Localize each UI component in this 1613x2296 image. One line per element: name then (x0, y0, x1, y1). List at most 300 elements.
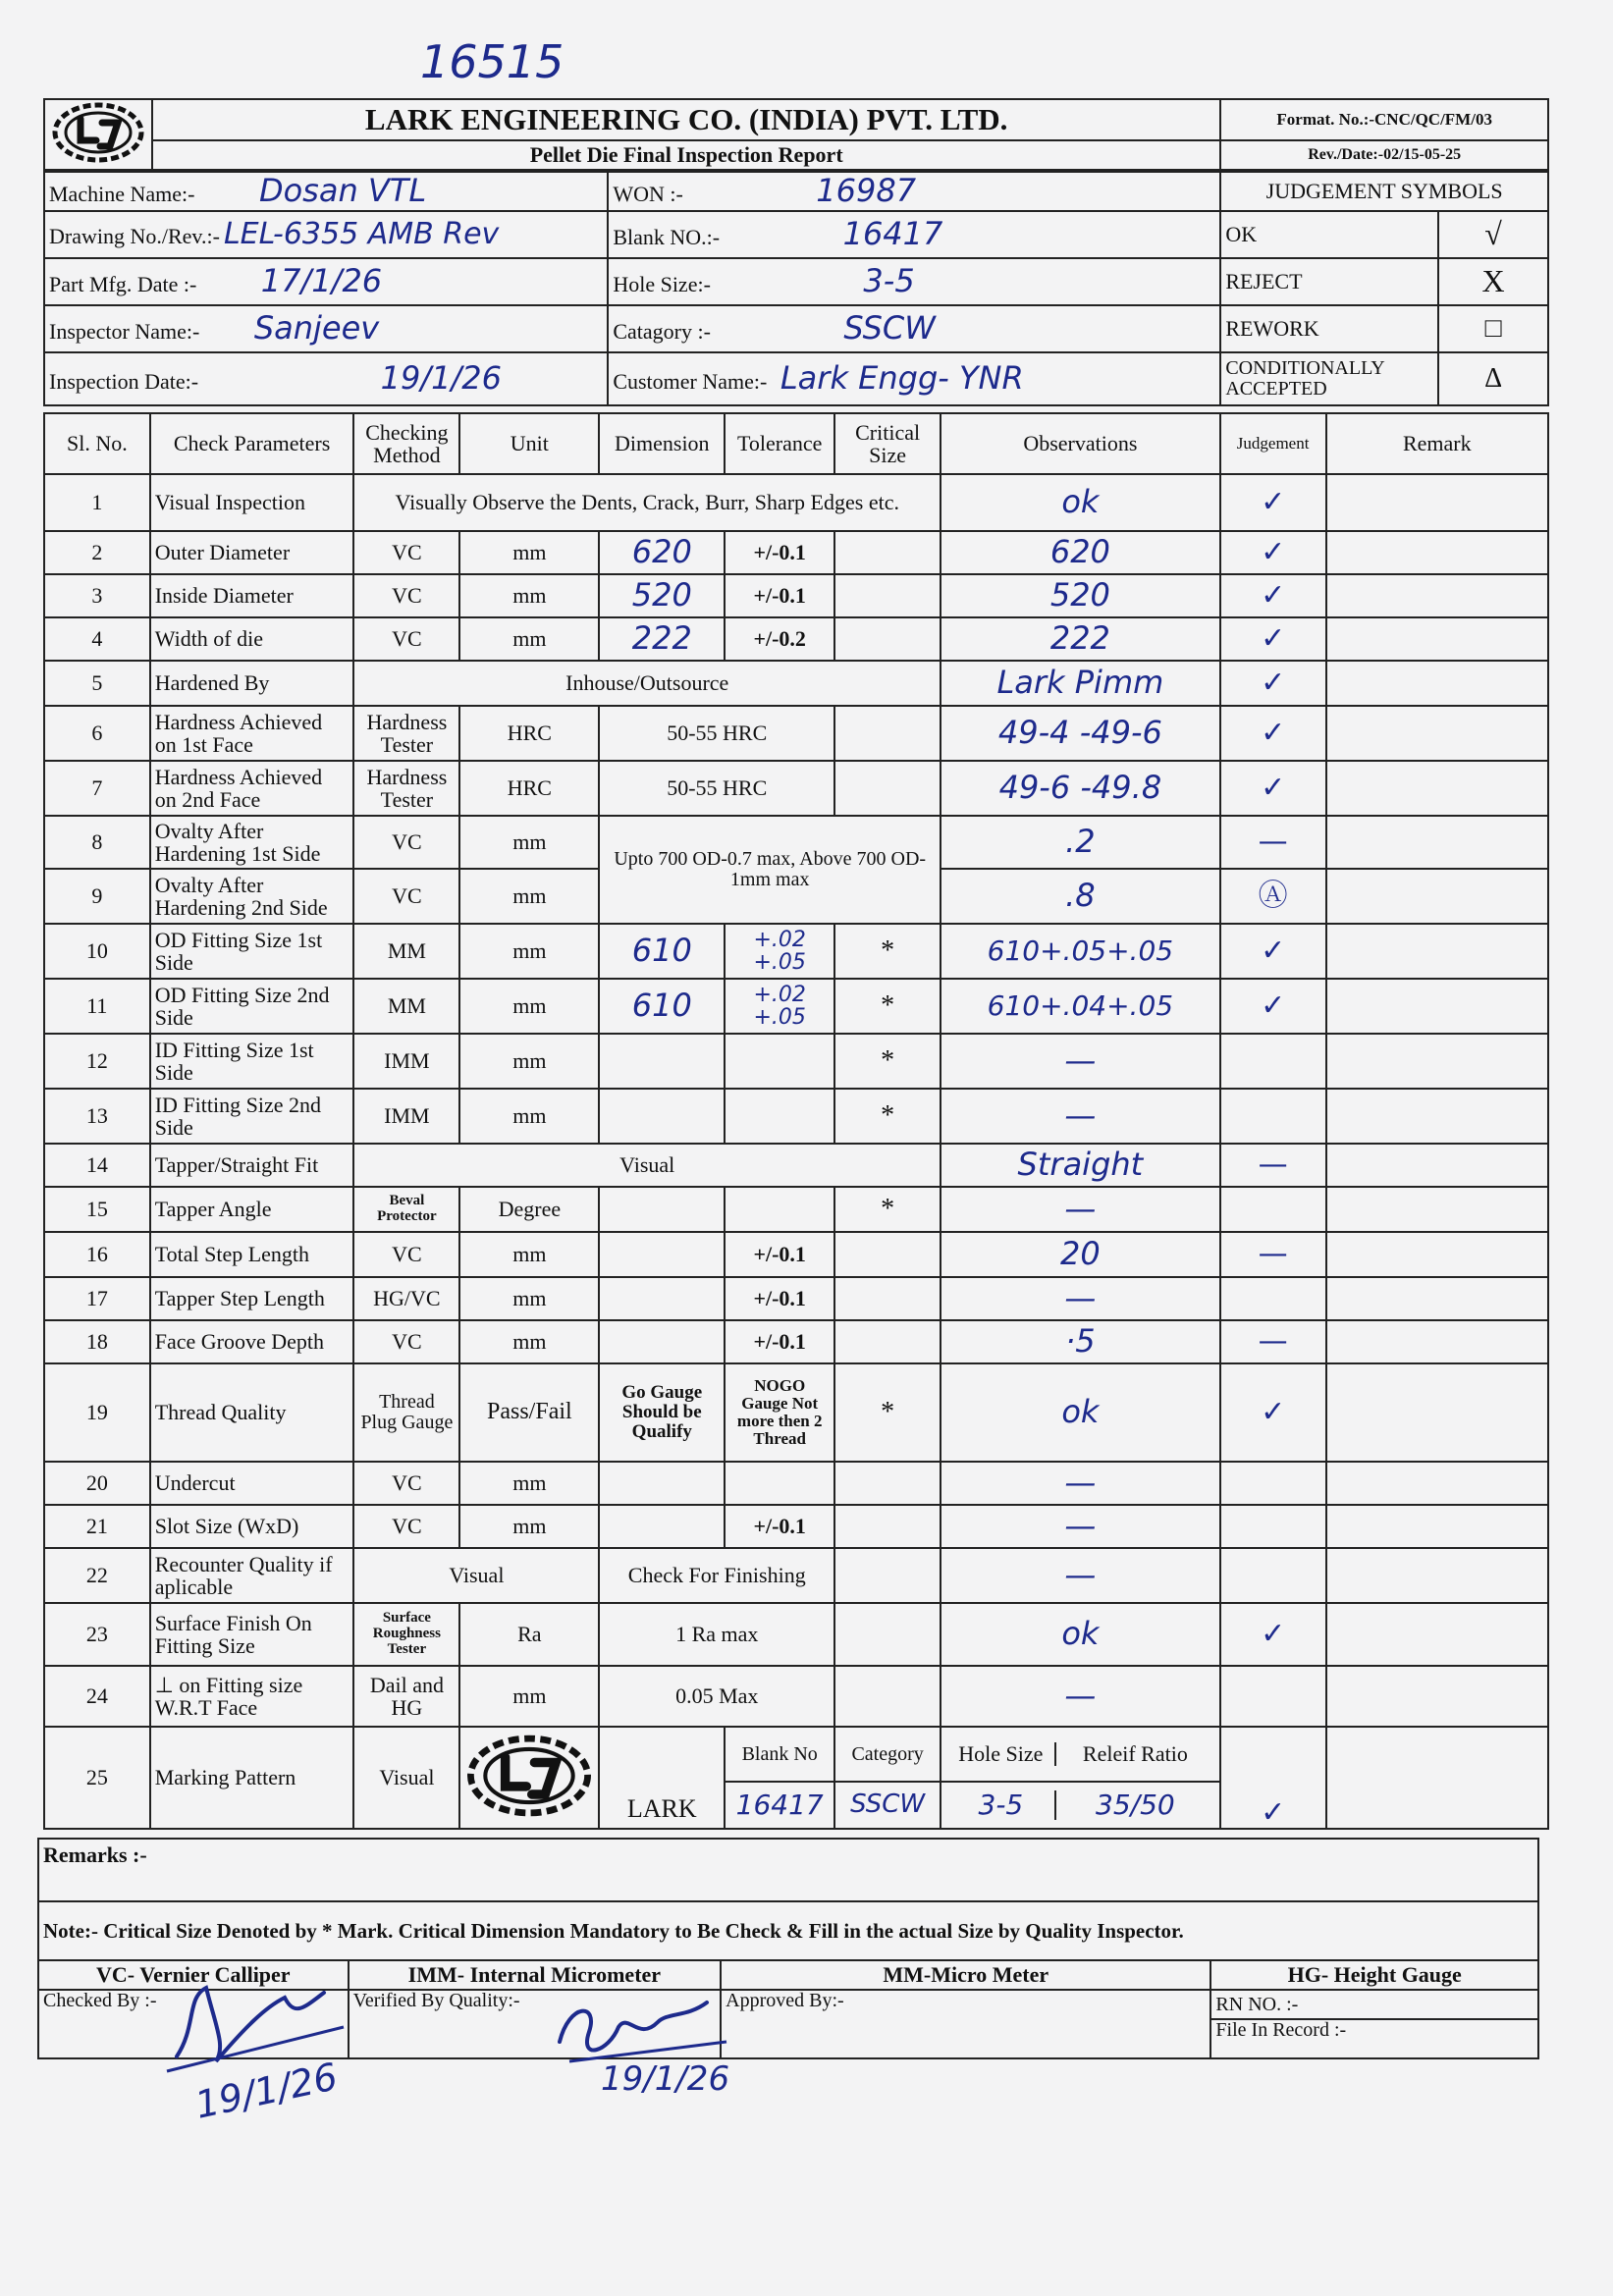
mfg-date-cell (44, 258, 608, 305)
dimension: 520 (599, 574, 725, 617)
check-parameter: Marking Pattern (150, 1727, 354, 1829)
merged-spec: Visual (353, 1144, 941, 1187)
tolerance (725, 1034, 834, 1089)
tolerance: NOGO Gauge Not more then 2 Thread (725, 1363, 834, 1462)
dimension (599, 1034, 725, 1089)
observation: ·5 (941, 1320, 1220, 1363)
verified-by-signature (540, 1983, 736, 2071)
tolerance: +/-0.2 (725, 617, 834, 661)
table-row (44, 1727, 1548, 1782)
unit: HRC (459, 706, 599, 761)
critical-mark: * (834, 1034, 941, 1089)
lark-label: LARK (599, 1727, 725, 1829)
unit: mm (459, 979, 599, 1034)
check-parameter: Inside Diameter (150, 574, 354, 617)
table-row (44, 979, 1548, 1034)
merged-spec: Inhouse/Outsource (353, 661, 941, 706)
sl-number: 10 (44, 924, 150, 979)
sl-number: 20 (44, 1462, 150, 1505)
sl-number: 21 (44, 1505, 150, 1548)
marking-category-value: SSCW (834, 1782, 941, 1829)
dimension (599, 1320, 725, 1363)
legend-imm: IMM- Internal Micrometer (349, 1960, 722, 1990)
checking-method: VC (353, 1232, 459, 1277)
sl-number: 9 (44, 869, 150, 924)
inspector-value: Sanjeev (253, 309, 380, 347)
check-parameter: Width of die (150, 617, 354, 661)
marking-relief-value: 35/50 (1054, 1790, 1213, 1819)
symbol-rework-label: REWORK (1220, 305, 1438, 352)
judgement-mark: Ⓐ (1220, 869, 1326, 924)
company-name: LARK ENGINEERING CO. (INDIA) PVT. LTD. (152, 99, 1220, 140)
col-unit: Unit (459, 413, 599, 474)
check-parameter: Thread Quality (150, 1363, 354, 1462)
remark (1326, 617, 1548, 661)
symbol-ok-label: OK (1220, 211, 1438, 258)
sl-number: 14 (44, 1144, 150, 1187)
observation: 610+.05+.05 (941, 924, 1220, 979)
col-param: Check Parameters (150, 413, 354, 474)
table-row (44, 1363, 1548, 1462)
checking-method: Visual (353, 1548, 599, 1603)
sl-number: 25 (44, 1727, 150, 1829)
checking-method: IMM (353, 1034, 459, 1089)
marking-blank-value: 16417 (725, 1782, 834, 1829)
verified-by-label: Verified By Quality:- (349, 1990, 722, 2058)
sl-number: 16 (44, 1232, 150, 1277)
critical-mark: * (834, 1187, 941, 1232)
observation: — (941, 1548, 1220, 1603)
legend-mm: MM-Micro Meter (721, 1960, 1210, 1990)
unit: mm (459, 1320, 599, 1363)
table-row (44, 531, 1548, 574)
unit: mm (459, 574, 599, 617)
inspection-table (43, 412, 1549, 1830)
table-row (44, 1034, 1548, 1089)
dimension (599, 1462, 725, 1505)
judgement-mark (1220, 1277, 1326, 1320)
dimension: 222 (599, 617, 725, 661)
unit: mm (459, 1505, 599, 1548)
table-row (44, 1548, 1548, 1603)
won-value: 16987 (816, 172, 917, 210)
judgement-mark: ✓ (1220, 924, 1326, 979)
drawing-label: Drawing No./Rev.:- (49, 224, 220, 249)
unit: mm (459, 617, 599, 661)
tolerance (725, 1187, 834, 1232)
sl-number: 3 (44, 574, 150, 617)
col-observations: Observations (941, 413, 1220, 474)
judgement-mark: ✓ (1220, 706, 1326, 761)
symbol-rework: □ (1438, 305, 1548, 352)
hole-value: 3-5 (863, 262, 915, 300)
check-parameter: Slot Size (WxD) (150, 1505, 354, 1548)
check-parameter: Hardness Achieved on 2nd Face (150, 761, 354, 816)
critical (834, 1603, 941, 1666)
checking-method: Hardness Tester (353, 706, 459, 761)
table-row (44, 574, 1548, 617)
observation: 610+.04+.05 (941, 979, 1220, 1034)
checking-method: Thread Plug Gauge (353, 1363, 459, 1462)
sl-number: 11 (44, 979, 150, 1034)
critical (834, 1548, 941, 1603)
table-row (44, 816, 1548, 869)
check-parameter: Tapper/Straight Fit (150, 1144, 354, 1187)
judgement-mark: ✓ (1220, 761, 1326, 816)
legend-hg: HG- Height Gauge (1210, 1960, 1538, 1990)
inspector-cell (44, 305, 608, 352)
observation: ok (941, 474, 1220, 531)
blank-label: Blank NO.:- (613, 225, 721, 250)
critical (834, 1666, 941, 1727)
sl-number: 19 (44, 1363, 150, 1462)
spec: 1 Ra max (599, 1603, 834, 1666)
spec: 0.05 Max (599, 1666, 834, 1727)
dimension (599, 1277, 725, 1320)
critical (834, 1277, 941, 1320)
report-title: Pellet Die Final Inspection Report (152, 140, 1220, 170)
remark (1326, 1727, 1548, 1829)
sl-number: 2 (44, 531, 150, 574)
company-logo (44, 99, 152, 170)
symbol-reject-label: REJECT (1220, 258, 1438, 305)
judgement-mark: — (1220, 816, 1326, 869)
table-row (44, 706, 1548, 761)
mfg-label: Part Mfg. Date :- (49, 272, 197, 297)
won-cell (608, 172, 1220, 211)
check-parameter: Outer Diameter (150, 531, 354, 574)
observation: — (941, 1034, 1220, 1089)
dimension: 610 (599, 924, 725, 979)
checked-by-label: Checked By :- (38, 1990, 349, 2058)
remark (1326, 1363, 1548, 1462)
table-row (44, 924, 1548, 979)
observation: Straight (941, 1144, 1220, 1187)
observation: Lark Pimm (941, 661, 1220, 706)
remark (1326, 1603, 1548, 1666)
col-sl: Sl. No. (44, 413, 150, 474)
judgement-mark: — (1220, 1320, 1326, 1363)
checking-method: VC (353, 574, 459, 617)
remark (1326, 661, 1548, 706)
tolerance: +/-0.1 (725, 1232, 834, 1277)
col-critical: Critical Size (834, 413, 941, 474)
judgement-mark: ✓ (1220, 617, 1326, 661)
customer-value: Lark Engg- YNR (780, 359, 1024, 398)
check-parameter: ⊥ on Fitting size W.R.T Face (150, 1666, 354, 1727)
check-parameter: Ovalty After Hardening 1st Side (150, 816, 354, 869)
unit: mm (459, 816, 599, 869)
critical (834, 706, 941, 761)
sl-number: 18 (44, 1320, 150, 1363)
observation: — (941, 1187, 1220, 1232)
critical (834, 531, 941, 574)
table-row (44, 1462, 1548, 1505)
verified-by-date: 19/1/26 (601, 2059, 730, 2099)
check-parameter: Tapper Angle (150, 1187, 354, 1232)
col-tolerance: Tolerance (725, 413, 834, 474)
remark (1326, 1462, 1548, 1505)
sl-number: 15 (44, 1187, 150, 1232)
check-parameter: Recounter Quality if aplicable (150, 1548, 354, 1603)
tolerance (725, 1089, 834, 1144)
observation: ok (941, 1363, 1220, 1462)
remark (1326, 1277, 1548, 1320)
critical (834, 761, 941, 816)
blank-no-cell (608, 211, 1220, 258)
table-row (44, 1144, 1548, 1187)
dimension (599, 1187, 725, 1232)
remark (1326, 1505, 1548, 1548)
sl-number: 6 (44, 706, 150, 761)
remark (1326, 1320, 1548, 1363)
marking-blank-header: Blank No (725, 1727, 834, 1782)
check-parameter: Tapper Step Length (150, 1277, 354, 1320)
judgement-mark (1220, 1548, 1326, 1603)
sl-number: 5 (44, 661, 150, 706)
tolerance: +/-0.1 (725, 1320, 834, 1363)
check-parameter: Hardness Achieved on 1st Face (150, 706, 354, 761)
header-table (43, 98, 1549, 171)
critical-size-note: Note:- Critical Size Denoted by * Mark. Critical Dimension Mandatory to Be Check & Fill in the actual Size by Quality Inspector. (38, 1901, 1538, 1960)
observation: 49-4 -49-6 (941, 706, 1220, 761)
table-row (44, 1232, 1548, 1277)
sl-number: 17 (44, 1277, 150, 1320)
critical (834, 1232, 941, 1277)
tolerance (725, 1462, 834, 1505)
file-in-record-label: File In Record :- (1210, 2019, 1538, 2058)
drawing-cell (44, 211, 608, 258)
category-cell (608, 305, 1220, 352)
inspection-date-value: 19/1/26 (380, 359, 502, 398)
judgement-mark: ✓ (1220, 474, 1326, 531)
logo-gear-icon (465, 1732, 593, 1820)
remark (1326, 574, 1548, 617)
col-method: Checking Method (353, 413, 459, 474)
tolerance: +/-0.1 (725, 531, 834, 574)
col-remark: Remark (1326, 413, 1548, 474)
unit: Degree (459, 1187, 599, 1232)
judgement-mark: ✓ (1220, 979, 1326, 1034)
table-row (44, 1603, 1548, 1666)
table-row (44, 1666, 1548, 1727)
check-parameter: Face Groove Depth (150, 1320, 354, 1363)
remark (1326, 531, 1548, 574)
observation: — (941, 1277, 1220, 1320)
remark (1326, 1666, 1548, 1727)
mfg-value: 17/1/26 (260, 262, 383, 300)
customer-cell (608, 352, 1220, 405)
unit: mm (459, 869, 599, 924)
category-value: SSCW (843, 309, 936, 347)
judgement-symbols-title: JUDGEMENT SYMBOLS (1220, 172, 1548, 211)
col-dimension: Dimension (599, 413, 725, 474)
col-judgement: Judgement (1220, 413, 1326, 474)
inspector-label: Inspector Name:- (49, 319, 200, 345)
critical-mark: * (834, 1089, 941, 1144)
check-parameter: Ovalty After Hardening 2nd Side (150, 869, 354, 924)
judgement-mark: ✓ (1220, 574, 1326, 617)
observation: ok (941, 1603, 1220, 1666)
check-parameter: OD Fitting Size 2nd Side (150, 979, 354, 1034)
remark (1326, 1034, 1548, 1089)
unit: mm (459, 924, 599, 979)
spec: 50-55 HRC (599, 706, 834, 761)
observation: — (941, 1462, 1220, 1505)
judgement-mark (1220, 1505, 1326, 1548)
checking-method: VC (353, 1505, 459, 1548)
table-row (44, 617, 1548, 661)
checking-method: HG/VC (353, 1277, 459, 1320)
checking-method: Surface Roughness Tester (353, 1603, 459, 1666)
judgement-mark: ✓ (1220, 661, 1326, 706)
unit: mm (459, 1089, 599, 1144)
ovality-spec: Upto 700 OD-0.7 max, Above 700 OD-1mm max (599, 816, 941, 924)
sl-number: 13 (44, 1089, 150, 1144)
spec: 50-55 HRC (599, 761, 834, 816)
sl-number: 4 (44, 617, 150, 661)
marking-hole-value: 3-5 (978, 1789, 1024, 1822)
approved-by-label: Approved By:- (721, 1990, 1210, 2058)
judgement-mark (1220, 1666, 1326, 1727)
remark (1326, 1144, 1548, 1187)
table-row (44, 1187, 1548, 1232)
sl-number: 7 (44, 761, 150, 816)
sl-number: 12 (44, 1034, 150, 1089)
drawing-value: LEL-6355 AMB Rev (223, 217, 500, 252)
table-row (44, 474, 1548, 531)
unit: mm (459, 1277, 599, 1320)
observation: — (941, 1089, 1220, 1144)
checking-method: MM (353, 924, 459, 979)
symbol-ok: √ (1438, 211, 1548, 258)
judgement-mark (1220, 1462, 1326, 1505)
check-parameter: Visual Inspection (150, 474, 354, 531)
dimension (599, 1089, 725, 1144)
critical-mark: * (834, 979, 941, 1034)
judgement-mark (1220, 1089, 1326, 1144)
judgement-mark (1220, 1187, 1326, 1232)
remarks-label: Remarks :- (38, 1839, 1538, 1901)
rn-number-label: RN NO. :- (1210, 1990, 1538, 2019)
judgement-mark: ✓ (1220, 1363, 1326, 1462)
check-parameter: OD Fitting Size 1st Side (150, 924, 354, 979)
check-parameter: Hardened By (150, 661, 354, 706)
symbol-conditional-label: CONDITIONALLY ACCEPTED (1220, 352, 1438, 405)
tolerance: +.02 +.05 (725, 979, 834, 1034)
table-row (44, 1277, 1548, 1320)
info-table (43, 171, 1549, 406)
unit: mm (459, 1462, 599, 1505)
checking-method: Beval Protector (353, 1187, 459, 1232)
won-label: WON :- (613, 182, 683, 207)
unit: mm (459, 1034, 599, 1089)
observation: 20 (941, 1232, 1220, 1277)
judgement-mark: — (1220, 1232, 1326, 1277)
remark (1326, 869, 1548, 924)
table-row (44, 761, 1548, 816)
critical (834, 617, 941, 661)
observation: — (941, 1666, 1220, 1727)
unit: Pass/Fail (459, 1363, 599, 1462)
dimension: Go Gauge Should be Qualify (599, 1363, 725, 1462)
merged-spec: Visually Observe the Dents, Crack, Burr, Sharp Edges etc. (353, 474, 941, 531)
blank-value: 16417 (842, 215, 943, 253)
critical (834, 1505, 941, 1548)
marking-logo (459, 1727, 599, 1829)
remark (1326, 761, 1548, 816)
check-parameter: ID Fitting Size 1st Side (150, 1034, 354, 1089)
symbol-reject: X (1438, 258, 1548, 305)
hole-size-cell (608, 258, 1220, 305)
logo-gear-icon (51, 101, 145, 164)
machine-label: Machine Name:- (49, 182, 195, 207)
checking-method: Dail and HG (353, 1666, 459, 1727)
check-parameter: ID Fitting Size 2nd Side (150, 1089, 354, 1144)
dimension: 620 (599, 531, 725, 574)
observation: .8 (941, 869, 1220, 924)
observation: 520 (941, 574, 1220, 617)
symbol-conditional: Δ (1438, 352, 1548, 405)
sl-number: 8 (44, 816, 150, 869)
judgement-mark: ✓ (1220, 1603, 1326, 1666)
unit: mm (459, 531, 599, 574)
judgement-mark (1220, 1034, 1326, 1089)
check-parameter: Surface Finish On Fitting Size (150, 1603, 354, 1666)
revision-date: Rev./Date:-02/15-05-25 (1220, 140, 1548, 170)
tolerance: +/-0.1 (725, 1277, 834, 1320)
tolerance: +.02 +.05 (725, 924, 834, 979)
observation: 49-6 -49.8 (941, 761, 1220, 816)
dimension (599, 1232, 725, 1277)
table-row (44, 1089, 1548, 1144)
checking-method: MM (353, 979, 459, 1034)
marking-hole-header: Hole Size (958, 1741, 1044, 1767)
inspection-date-cell (44, 352, 608, 405)
observation: .2 (941, 816, 1220, 869)
critical (834, 1462, 941, 1505)
checking-method: Hardness Tester (353, 761, 459, 816)
judgement-mark: — (1220, 1144, 1326, 1187)
inspection-date-label: Inspection Date:- (49, 369, 199, 395)
remark (1326, 474, 1548, 531)
machine-name-cell (44, 172, 608, 211)
remark (1326, 1548, 1548, 1603)
checking-method: IMM (353, 1089, 459, 1144)
checking-method: VC (353, 869, 459, 924)
marking-relief-header: Releif Ratio (1054, 1742, 1213, 1765)
dimension: 610 (599, 979, 725, 1034)
table-row (44, 1505, 1548, 1548)
remark (1326, 1187, 1548, 1232)
check-parameter: Undercut (150, 1462, 354, 1505)
customer-label: Customer Name:- (613, 369, 768, 395)
sl-number: 1 (44, 474, 150, 531)
remark (1326, 706, 1548, 761)
observation: — (941, 1505, 1220, 1548)
critical (834, 574, 941, 617)
remark (1326, 979, 1548, 1034)
judgement-mark: ✓ (1220, 1727, 1326, 1829)
remark (1326, 1232, 1548, 1277)
unit: HRC (459, 761, 599, 816)
judgement-mark: ✓ (1220, 531, 1326, 574)
tolerance: +/-0.1 (725, 1505, 834, 1548)
checking-method: VC (353, 1462, 459, 1505)
legend-vc: VC- Vernier Calliper (38, 1960, 349, 1990)
observation: 222 (941, 617, 1220, 661)
critical-mark: * (834, 924, 941, 979)
